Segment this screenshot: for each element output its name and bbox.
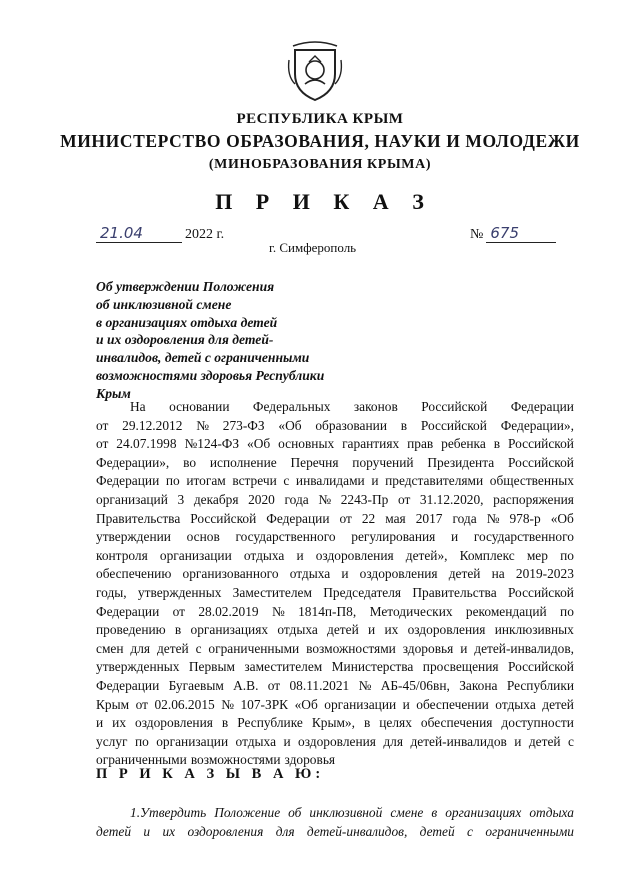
preamble-line (96, 435, 574, 454)
word: детей (528, 733, 561, 749)
word: Федерации (96, 677, 160, 693)
word: в (363, 715, 371, 731)
word: Федеральных (252, 399, 331, 414)
word: утверждении (96, 529, 171, 545)
date-year: 2022 г. (185, 227, 225, 242)
word: № (271, 603, 285, 619)
republic-title: РЕСПУБЛИКА КРЫМ (236, 111, 404, 127)
word: АБ-45/06вн, (380, 677, 450, 693)
word: организации (324, 696, 397, 712)
word: года (452, 510, 477, 526)
word: распоряжения (493, 491, 574, 507)
word: 273-ФЗ (222, 417, 265, 433)
word: № (486, 510, 500, 526)
word: ограниченными (485, 823, 574, 839)
word: и (368, 622, 376, 638)
word: отдыха (277, 622, 318, 638)
word: Методических (369, 603, 453, 619)
coat-of-arms-icon (285, 40, 345, 102)
word: ограниченными (96, 752, 187, 768)
word: 2019-2023 (515, 566, 574, 582)
city-label: г. Симферополь (269, 240, 357, 255)
preamble-text (96, 398, 574, 770)
item-line (96, 823, 574, 842)
word: Крым (96, 696, 130, 712)
word: 29.12.2012 (122, 417, 183, 433)
word: отдыха (243, 547, 285, 563)
word: «Об (278, 417, 302, 433)
preamble-line (96, 714, 574, 733)
word: Положение (214, 805, 281, 820)
word: с (467, 823, 473, 839)
word: Федерации», (500, 417, 574, 433)
word: рекомендаций (465, 603, 547, 619)
word: в (431, 805, 438, 820)
ministry-short-title: (МИНОБРАЗОВАНИЯ КРЫМА) (208, 157, 432, 172)
word: «Об (294, 696, 318, 712)
word: ребенка (441, 436, 486, 452)
word: и (514, 733, 522, 749)
word: № (358, 677, 372, 693)
word: с (195, 640, 202, 656)
word: 2243-Пр (340, 491, 389, 507)
word: оздоровления (315, 547, 394, 563)
word: смене (390, 805, 424, 820)
word: Бугаевым (168, 677, 224, 693)
word: смен (96, 640, 124, 656)
word: обеспечении (416, 696, 489, 712)
word: организациях (445, 805, 522, 820)
preamble-line (96, 603, 574, 622)
word: «Об (550, 510, 574, 526)
word: Первым (188, 659, 235, 675)
word: оздоровления (298, 733, 376, 749)
word: и (96, 715, 104, 731)
word: 1814п-П8, (298, 603, 357, 619)
word: декабря (193, 491, 239, 507)
word: для (383, 733, 404, 749)
word: и (296, 547, 304, 563)
word: Российской (190, 510, 257, 526)
word: Российской (507, 584, 574, 600)
word: итогам (186, 473, 226, 489)
preamble-line (96, 398, 574, 417)
word: инклюзивных (494, 622, 574, 638)
word: Заместителем (232, 584, 312, 600)
word: 3 (177, 491, 185, 507)
word: мер (526, 547, 548, 563)
word: организаций (96, 491, 168, 507)
word: Российской (420, 417, 487, 433)
word: услуг (96, 733, 128, 749)
word: просвещения (422, 659, 499, 675)
word: 08.11.2021 (289, 677, 350, 693)
word: детей (96, 823, 132, 839)
word: контроля (96, 547, 148, 563)
word: от (397, 491, 411, 507)
word: оздоровления (407, 622, 486, 638)
word: по (134, 733, 149, 749)
word: 1.Утвердить (130, 805, 207, 820)
word: законов (353, 399, 398, 414)
word: оздоровления (359, 566, 438, 582)
document-type-title: П Р И К А З (215, 189, 433, 214)
word: целях (379, 715, 412, 731)
word: от (96, 417, 109, 433)
word: Президента (427, 454, 495, 470)
order-item-1 (96, 804, 574, 841)
word: в (400, 417, 408, 433)
word: 107-ЗРК (240, 696, 289, 712)
word: 02.06.2015 (154, 696, 215, 712)
word: Российской (507, 454, 574, 470)
preamble-line (96, 640, 574, 659)
word: основных (278, 436, 335, 452)
word: от (135, 696, 148, 712)
word: Федерации (510, 399, 574, 414)
word: в (221, 715, 229, 731)
word: утвержденных (137, 584, 222, 600)
word: образовании (315, 417, 388, 433)
word: поручений (352, 454, 414, 470)
preamble-line (96, 658, 574, 677)
subject-line: в организациях отдыха детей (96, 314, 278, 330)
word: № (221, 696, 234, 712)
word: Комплекс (459, 547, 515, 563)
word: представителями (385, 473, 484, 489)
word: гарантиях (342, 436, 400, 452)
word: 24.07.1998 (116, 436, 177, 452)
word: Республики (506, 677, 574, 693)
word: детей-инвалидов, (474, 640, 574, 656)
word: Российской (507, 436, 574, 452)
word: от (339, 510, 352, 526)
word: организации (159, 547, 232, 563)
subject-line: и их оздоровления для детей- (96, 332, 274, 348)
word: №124-ФЗ (184, 436, 240, 452)
word: На (130, 399, 146, 414)
order-heading: П Р И К А З Ы В А Ю: (96, 766, 325, 782)
word: Перечня (290, 454, 339, 470)
subject-line: возможностями здоровья Республики (96, 367, 325, 383)
preamble-line (96, 528, 574, 547)
word: 2017 (415, 510, 443, 526)
word: с (568, 733, 574, 749)
word: годы, (96, 584, 127, 600)
word: во (183, 454, 197, 470)
word: Федерации (96, 603, 160, 619)
word: 22 (361, 510, 376, 526)
word: организации (156, 733, 229, 749)
word: и (450, 529, 459, 545)
word: детей (327, 622, 359, 638)
word: детей (542, 696, 574, 712)
preamble-line (96, 584, 574, 603)
word: оздоровления (135, 715, 213, 731)
preamble-line (96, 696, 574, 715)
word: общественных (489, 473, 574, 489)
word: от (96, 436, 109, 452)
word: Министерства (331, 659, 414, 675)
word: отдыха (495, 696, 536, 712)
word: детей (156, 640, 189, 656)
word: детей», (405, 547, 448, 563)
word: государственного (235, 529, 336, 545)
word: по (560, 547, 574, 563)
word: встречи (232, 473, 277, 489)
word: инвалидами (295, 473, 365, 489)
preamble-line (96, 454, 574, 473)
order-subject (96, 278, 396, 403)
word: Крым», (311, 715, 355, 731)
word: 2020 (248, 491, 275, 507)
word: и (341, 566, 349, 582)
word: Правительства (412, 584, 497, 600)
word: доступности (501, 715, 574, 731)
handwritten-date: 21.04 (96, 225, 182, 243)
word: основ (186, 529, 220, 545)
word: в (493, 436, 501, 452)
word: возможностями (306, 640, 396, 656)
word: проведению (96, 622, 166, 638)
word: обеспечению (96, 566, 172, 582)
preamble-line (96, 510, 574, 529)
word: регулирования (351, 529, 436, 545)
word: исполнение (209, 454, 277, 470)
preamble-line (96, 472, 574, 491)
word: для (275, 823, 295, 839)
word: 31.12.2020, (419, 491, 484, 507)
word: «Об (247, 436, 271, 452)
word: в (174, 622, 182, 638)
word: № (196, 417, 209, 433)
number-prefix: № (470, 227, 484, 242)
word: детей-инвалидов, (306, 823, 408, 839)
word: утвержденных (96, 659, 180, 675)
number-line (470, 225, 556, 243)
word: и (402, 696, 410, 712)
subject-line: Об утверждении Положения (96, 279, 275, 294)
word: Правительства (96, 510, 181, 526)
word: отдыха (529, 805, 574, 820)
word: их (162, 823, 176, 839)
word: от (172, 603, 185, 619)
preamble-line (96, 621, 574, 640)
preamble-line (96, 547, 574, 566)
word: государственного (473, 529, 574, 545)
subject-line: Крым (96, 385, 131, 401)
word: 978-р (509, 510, 541, 526)
word: Федерации», (96, 454, 170, 470)
word: детей (419, 823, 455, 839)
preamble-line (96, 677, 574, 696)
ministry-title: МИНИСТЕРСТВО ОБРАЗОВАНИЯ, НАУКИ И МОЛОДЕЖИ (60, 131, 580, 151)
word: от (267, 677, 281, 693)
word: их (384, 622, 399, 638)
word: здоровья (284, 752, 336, 768)
word: для (130, 640, 151, 656)
handwritten-number: 675 (486, 225, 556, 243)
word: № (318, 491, 332, 507)
word: детей (448, 566, 481, 582)
word: основании (169, 399, 230, 414)
word: Федерации (96, 473, 160, 489)
word: Республике (237, 715, 303, 731)
item-line (96, 804, 574, 823)
word: и (460, 640, 468, 656)
preamble-line (96, 733, 574, 752)
word: мая (385, 510, 406, 526)
word: организациях (190, 622, 269, 638)
word: об (288, 805, 302, 820)
word: отдыха (289, 566, 331, 582)
word: Российской (507, 659, 574, 675)
word: организованного (182, 566, 279, 582)
preamble-line (96, 417, 574, 436)
word: А.В. (233, 677, 259, 693)
word: детей-инвалидов (410, 733, 507, 749)
preamble-line (96, 491, 574, 510)
word: их (112, 715, 127, 731)
word: по (165, 473, 180, 489)
word: по (560, 603, 574, 619)
word: Федерации (266, 510, 330, 526)
word: оздоровления (187, 823, 264, 839)
date-line (96, 225, 224, 243)
preamble-line (96, 565, 574, 584)
word: отдыха (235, 733, 277, 749)
word: Закона (459, 677, 498, 693)
word: здоровья (402, 640, 454, 656)
word: и (283, 733, 291, 749)
word: Председателя (323, 584, 402, 600)
word: обеспечения (420, 715, 493, 731)
word: на (491, 566, 505, 582)
subject-line: об инклюзивной смене (96, 296, 232, 312)
word: и (143, 823, 151, 839)
word: 28.02.2019 (198, 603, 259, 619)
word: инклюзивной (309, 805, 383, 820)
word: года (284, 491, 309, 507)
word: и (371, 473, 379, 489)
word: с (283, 473, 290, 489)
word: возможностями (190, 752, 281, 768)
subject-line: инвалидов, детей с ограниченными (96, 350, 310, 366)
word: ограниченными (208, 640, 300, 656)
word: прав (407, 436, 434, 452)
word: Российской (421, 399, 488, 414)
word: заместителем (244, 659, 323, 675)
